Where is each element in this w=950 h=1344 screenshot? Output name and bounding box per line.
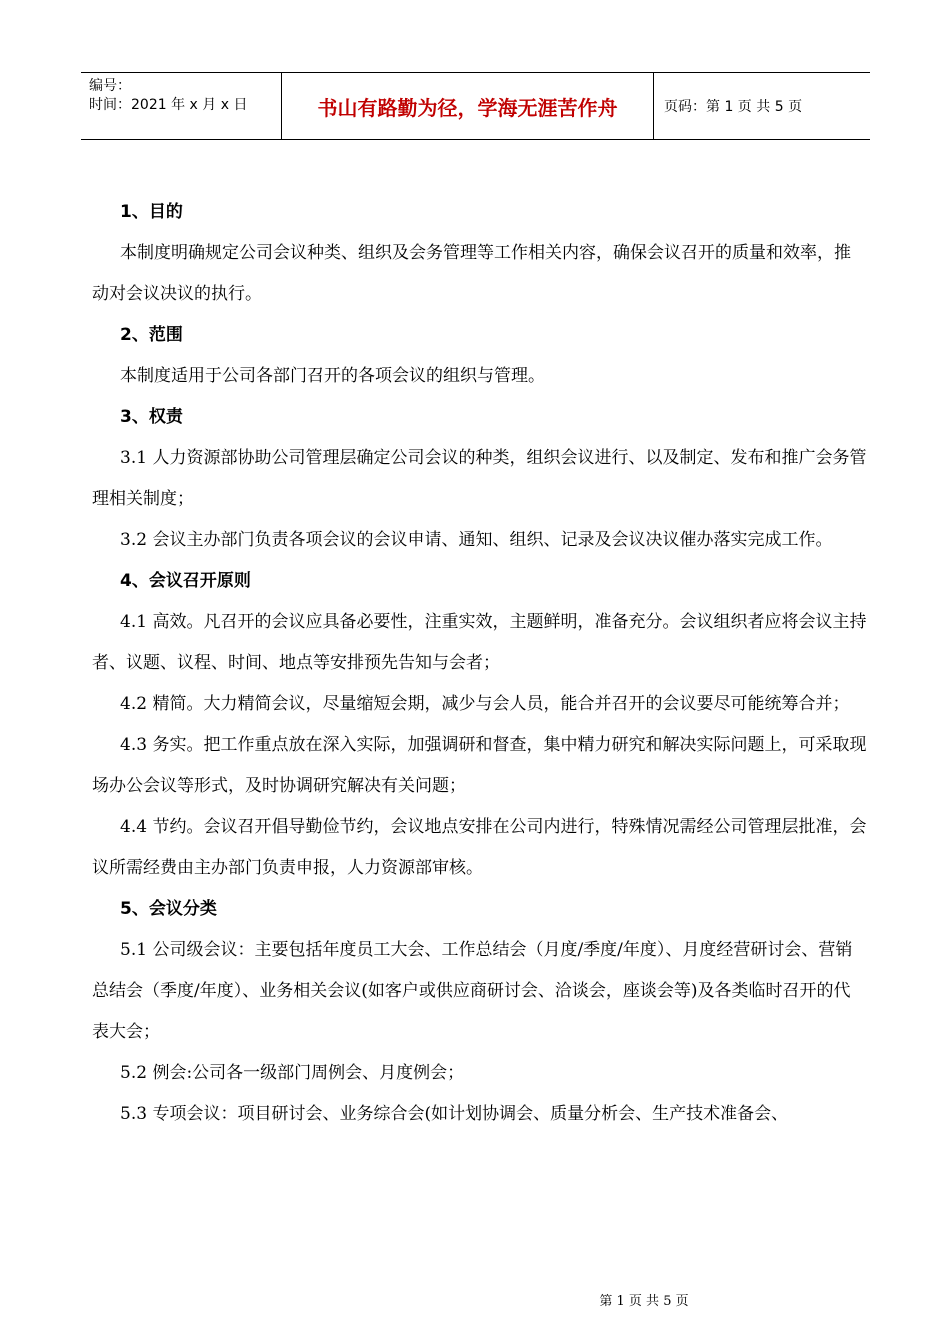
paragraph: 4.4 节约。会议召开倡导勤俭节约，会议地点安排在公司内进行，特殊情况需经公司管理层批准，会议所需经费由主办部门负责申报，人力资源部审核。 xyxy=(92,817,867,878)
paragraph: 5.3 专项会议：项目研讨会、业务综合会(如计划协调会、质量分析会、生产技术准备会、 xyxy=(120,1104,789,1124)
section-heading: 5、会议分类 xyxy=(120,899,217,919)
paragraph: 本制度明确规定公司会议种类、组织及会务管理等工作相关内容，确保会议召开的质量和效率，推动对会议决议的执行。 xyxy=(92,243,851,304)
section-heading: 2、范围 xyxy=(120,325,183,345)
header-meta xyxy=(81,73,282,139)
number-label: 编号： xyxy=(89,78,131,94)
paragraph: 4.3 务实。把工作重点放在深入实际，加强调研和督查，集中精力研究和解决实际问题上，可采取现场办公会议等形式，及时协调研究解决有关问题； xyxy=(92,735,867,796)
document-body xyxy=(92,192,867,1135)
section-heading: 4、会议召开原则 xyxy=(120,571,251,591)
section-heading: 1、目的 xyxy=(120,202,183,222)
paragraph: 5.1 公司级会议：主要包括年度员工大会、工作总结会（月度/季度/年度）、月度经营研讨会、营销总结会（季度/年度）、业务相关会议(如客户或供应商研讨会、洽谈会，座谈会等)及各类临时召开的代表大会； xyxy=(92,940,853,1042)
page-footer: 第 1 页 共 5 页 xyxy=(599,1294,689,1309)
section-heading: 3、权责 xyxy=(120,407,183,427)
paragraph: 3.1 人力资源部协助公司管理层确定公司会议的种类，组织会议进行、以及制定、发布和推广会务管理相关制度； xyxy=(92,448,867,509)
header-motto: 书山有路勤为径，学海无涯苦作舟 xyxy=(282,73,654,139)
header-page-info: 页码：第 1 页 共 5 页 xyxy=(664,99,803,115)
paragraph: 4.1 高效。凡召开的会议应具备必要性，注重实效，主题鲜明，准备充分。会议组织者应将会议主持者、议题、议程、时间、地点等安排预先告知与会者； xyxy=(92,612,867,673)
header-table xyxy=(81,72,870,140)
paragraph: 4.2 精简。大力精简会议，尽量缩短会期，减少与会人员，能合并召开的会议要尽可能统筹合并； xyxy=(120,694,850,714)
paragraph: 5.2 例会:公司各一级部门周例会、月度例会； xyxy=(120,1063,465,1083)
paragraph: 本制度适用于公司各部门召开的各项会议的组织与管理。 xyxy=(120,366,545,386)
time-label: 时间：2021 年 x 月 x 日 xyxy=(89,97,248,113)
paragraph: 3.2 会议主办部门负责各项会议的会议申请、通知、组织、记录及会议决议催办落实完成工作。 xyxy=(120,530,833,550)
